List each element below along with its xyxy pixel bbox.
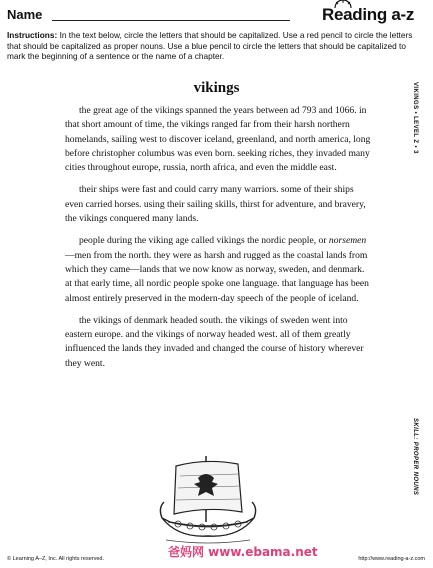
footer-url: http://www.reading-a-z.com: [358, 556, 425, 562]
instructions-label: Instructions:: [7, 30, 58, 40]
paragraph-1: the great age of the vikings spanned the years between ad 793 and 1066. in that short amount of time, the vikings ranged far from their harsh northern homelands, sailing west to discover iceland, greenland, and north america, long before christopher columbus was even born. seeking riches, they invaded many cities throughout europe, russia, north africa, and even the middle east.: [65, 105, 371, 174]
paragraph-4: the vikings of denmark headed south. the vikings of sweden went into eastern europe. and the vikings of norway headed west. all of them greatly influenced the lands they invaded and changed the course of history wherever they went.: [65, 314, 364, 369]
logo-text: Reading a-z: [322, 5, 415, 24]
reading-az-logo: [322, 2, 428, 28]
viking-ship-illustration: [158, 452, 258, 544]
article-body: [65, 104, 371, 379]
watermark-text: 爸妈网 www.ebama.net: [168, 545, 318, 559]
instructions: [7, 30, 415, 62]
paragraph-2: their ships were fast and could carry many warriors. some of their ships even carried horses. using their sailing skills, thirst for adventure, and bravery, the vikings conquered many lands.: [65, 184, 366, 225]
paragraph-3-start: people during the viking age called vikings the nordic people, or: [79, 235, 329, 247]
instructions-text: In the text below, circle the letters that should be capitalized. Use a red pencil to circle the letters that should be capitalized as proper nouns. Use a blue pencil to circle the letters that should be capitalized to mark the beginning of a sentence or the name of a chapter.: [7, 30, 413, 61]
side-label-bottom-text: SKILL: PROPER NOUNS: [412, 418, 418, 496]
paragraph-3-end: —men from the north. they were as harsh and rugged as the coastal lands from which they came—lands that we now know as norway, sweden, and denmark. at that early time, all nordic people spoke one language. that language has been almost entirely preserved in the modern-day speech of the people of iceland.: [65, 249, 369, 304]
paragraph-3: [65, 234, 371, 305]
copyright-text: © Learning A–Z, Inc. All rights reserved.: [7, 556, 104, 562]
side-label-bottom: [404, 418, 422, 508]
side-label-top-text: VIKINGS • LEVEL Z • 3: [412, 82, 418, 154]
paragraph-3-italic: norsemen: [328, 235, 367, 247]
name-label: Name: [7, 7, 43, 22]
name-line[interactable]: [52, 20, 290, 21]
article-title: vikings: [193, 80, 240, 96]
